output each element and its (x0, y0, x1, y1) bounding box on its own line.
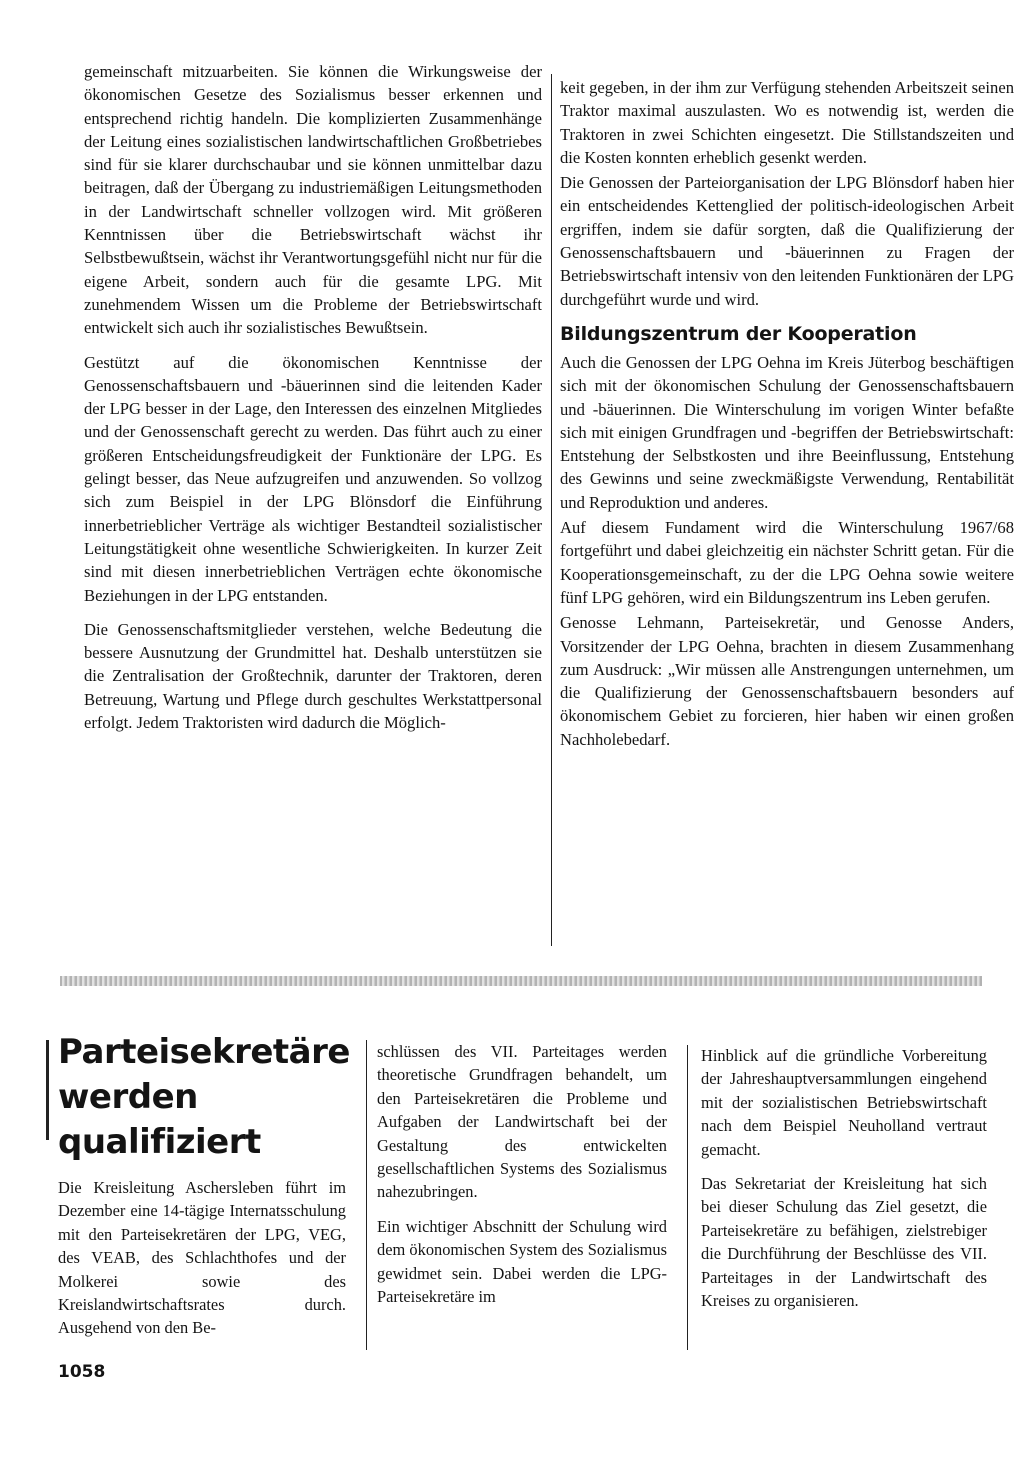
column-divider (551, 74, 552, 946)
section-separator (60, 976, 982, 986)
section-heading: Bildungszentrum der Kooperation (560, 322, 917, 345)
paragraph: Die Kreisleitung Aschersleben führt im Dezember eine 14-tägige Internatsschulung mit den Parteisekretären der LPG, VEG, des VEAB, des Schlachthofes und der Molkerei sowie des Kreislandwirtschaftsrates durch. Ausgehend von den Be- (58, 1178, 346, 1338)
paragraph: gemeinschaft mitzuarbeiten. Sie können die Wirkungsweise der ökonomischen Gesetze des Sozialismus besser erkennen und entsprechend richtig handeln. Die komplizierten Zusammenhänge der Leitung eines sozialistischen landwirtschaftlichen Großbetriebes sind für sie klarer durchschaubar und sie können unmittelbar dazu beitragen, daß der Übergang zu industriemäßigen Leitungsmethoden in der Landwirtschaft schneller vollzogen wird. Mit größeren Kenntnissen über die Betriebswirtschaft wächst ihr Selbstbewußtsein, wächst ihr Verantwortungsgefühl nicht nur für die eigene Arbeit, sondern auch für die gesamte LPG. Mit zunehmendem Wissen um die Probleme der Betriebswirtschaft entwickelt sich auch ihr sozialistisches Bewußtsein. (84, 62, 542, 338)
article-headline (58, 1030, 358, 1165)
top-right-column (560, 76, 1014, 751)
headline-line: Parteisekretäre (58, 1032, 350, 1072)
paragraph: Hinblick auf die gründliche Vorbereitung der Jahreshauptversammlungen eingehend mit der sozialistischen Betriebswirtschaft nach dem Beispiel Neuholland vertraut gemacht. (701, 1046, 987, 1159)
paragraph: Die Genossen der Parteiorganisation der LPG Blönsdorf haben hier ein entscheidendes Kettenglied der politisch-ideologischen Arbeit ergriffen, indem sie dafür sorgten, daß die Qualifizierung der Genossenschaftsbauern und -bäuerinnen zu Fragen der Betriebswirtschaft intensiv von den leitenden Funktionären der LPG durchgeführt wurde und wird. (560, 173, 1014, 309)
article-column-1 (58, 1176, 346, 1340)
paragraph: keit gegeben, in der ihm zur Verfügung stehenden Arbeitszeit seinen Traktor maximal auszulasten. Wo es notwendig ist, werden die Traktoren in zwei Schichten eingesetzt. Die Stillstandszeiten und die Kosten konnten erheblich gesenkt werden. (560, 78, 1014, 167)
article-column-3 (701, 1044, 987, 1312)
paragraph: Auch die Genossen der LPG Oehna im Kreis Jüterbog beschäftigen sich mit der ökonomischen Schulung der Genossenschaftsbauern und -bäuerinnen. Die Winterschulung im vorigen Winter befaßte sich mit einigen Grundfragen und -begriffen der Betriebswirtschaft: Entstehung der Selbstkosten und ihre Beeinflussung, Entstehung des Gewinns und seine zweckmäßigste Verwendung, Rentabilität und Reproduktion und anderes. (560, 352, 1014, 512)
article-column-2 (377, 1040, 667, 1308)
paragraph: Gestützt auf die ökonomischen Kenntnisse der Genossenschaftsbauern und -bäuerinnen sind die leitenden Kader der LPG besser in der Lage, den Interessen des einzelnen Mitgliedes und der Genossenschaft gerecht zu werden. Das führt auch zu einer größeren Entscheidungsfreudigkeit der Funktionäre der LPG. Es gelingt besser, das Neue aufzugreifen und anzuwenden. So vollzog sich zum Beispiel in der LPG Blönsdorf die Einführung innerbetrieblicher Verträge als wichtiger Bestandteil sozialistischer Leitungstätigkeit ohne wesentliche Schwierigkeiten. In kurzer Zeit sind mit diesen innerbetrieblichen Verträgen echte ökonomische Beziehungen in der LPG entstanden. (84, 352, 542, 605)
paragraph: Auf diesem Fundament wird die Winterschulung 1967/68 fortgeführt und dabei gleichzeitig ein nächster Schritt getan. Für die Kooperationsgemeinschaft, zu der die LPG Oehna sowie weitere fünf LPG gehören, wird ein Bildungszentrum ins Leben gerufen. (560, 518, 1014, 607)
column-divider (366, 1040, 367, 1350)
paragraph: Ein wichtiger Abschnitt der Schulung wird dem ökonomischen System des Sozialismus gewidmet sein. Dabei werden die LPG-Parteisekretäre im (377, 1216, 667, 1307)
paragraph: schlüssen des VII. Parteitages werden theoretische Grundfragen behandelt, um den Parteisekretären die Probleme und Aufgaben der Landwirtschaft bei der Gestaltung des entwickelten gesellschaftlichen Systems des Sozialismus nahezubringen. (377, 1042, 667, 1202)
headline-rule (46, 1040, 49, 1140)
paragraph: Die Genossenschaftsmitglieder verstehen, welche Bedeutung die bessere Ausnutzung der Grundmittel hat. Deshalb unterstützen sie die Zentralisation der Großtechnik, darunter der Traktoren, deren Betreuung, Wartung und Pflege durch geschultes Werkstattpersonal erfolgt. Jedem Traktoristen wird dadurch die Möglich- (84, 619, 542, 733)
column-divider (687, 1045, 688, 1350)
headline-line: werden (58, 1077, 198, 1117)
top-left-column (84, 60, 542, 734)
headline-line: qualifiziert (58, 1122, 261, 1162)
page-number: 1058 (58, 1362, 106, 1382)
paragraph: Das Sekretariat der Kreisleitung hat sich bei dieser Schulung das Ziel gesetzt, die Parteisekretäre zu befähigen, zielstrebiger die Durchführung der Beschlüsse des VII. Parteitages in der Landwirtschaft des Kreises zu organisieren. (701, 1174, 987, 1311)
paragraph: Genosse Lehmann, Parteisekretär, und Genosse Anders, Vorsitzender der LPG Oehna, brachten in diesem Zusammenhang zum Ausdruck: „Wir müssen alle Anstrengungen unternehmen, um die Qualifizierung der Genossenschaftsbauern besonders auf ökonomischem Gebiet zu forcieren, hier haben wir einen großen Nachholebedarf. (560, 613, 1014, 749)
